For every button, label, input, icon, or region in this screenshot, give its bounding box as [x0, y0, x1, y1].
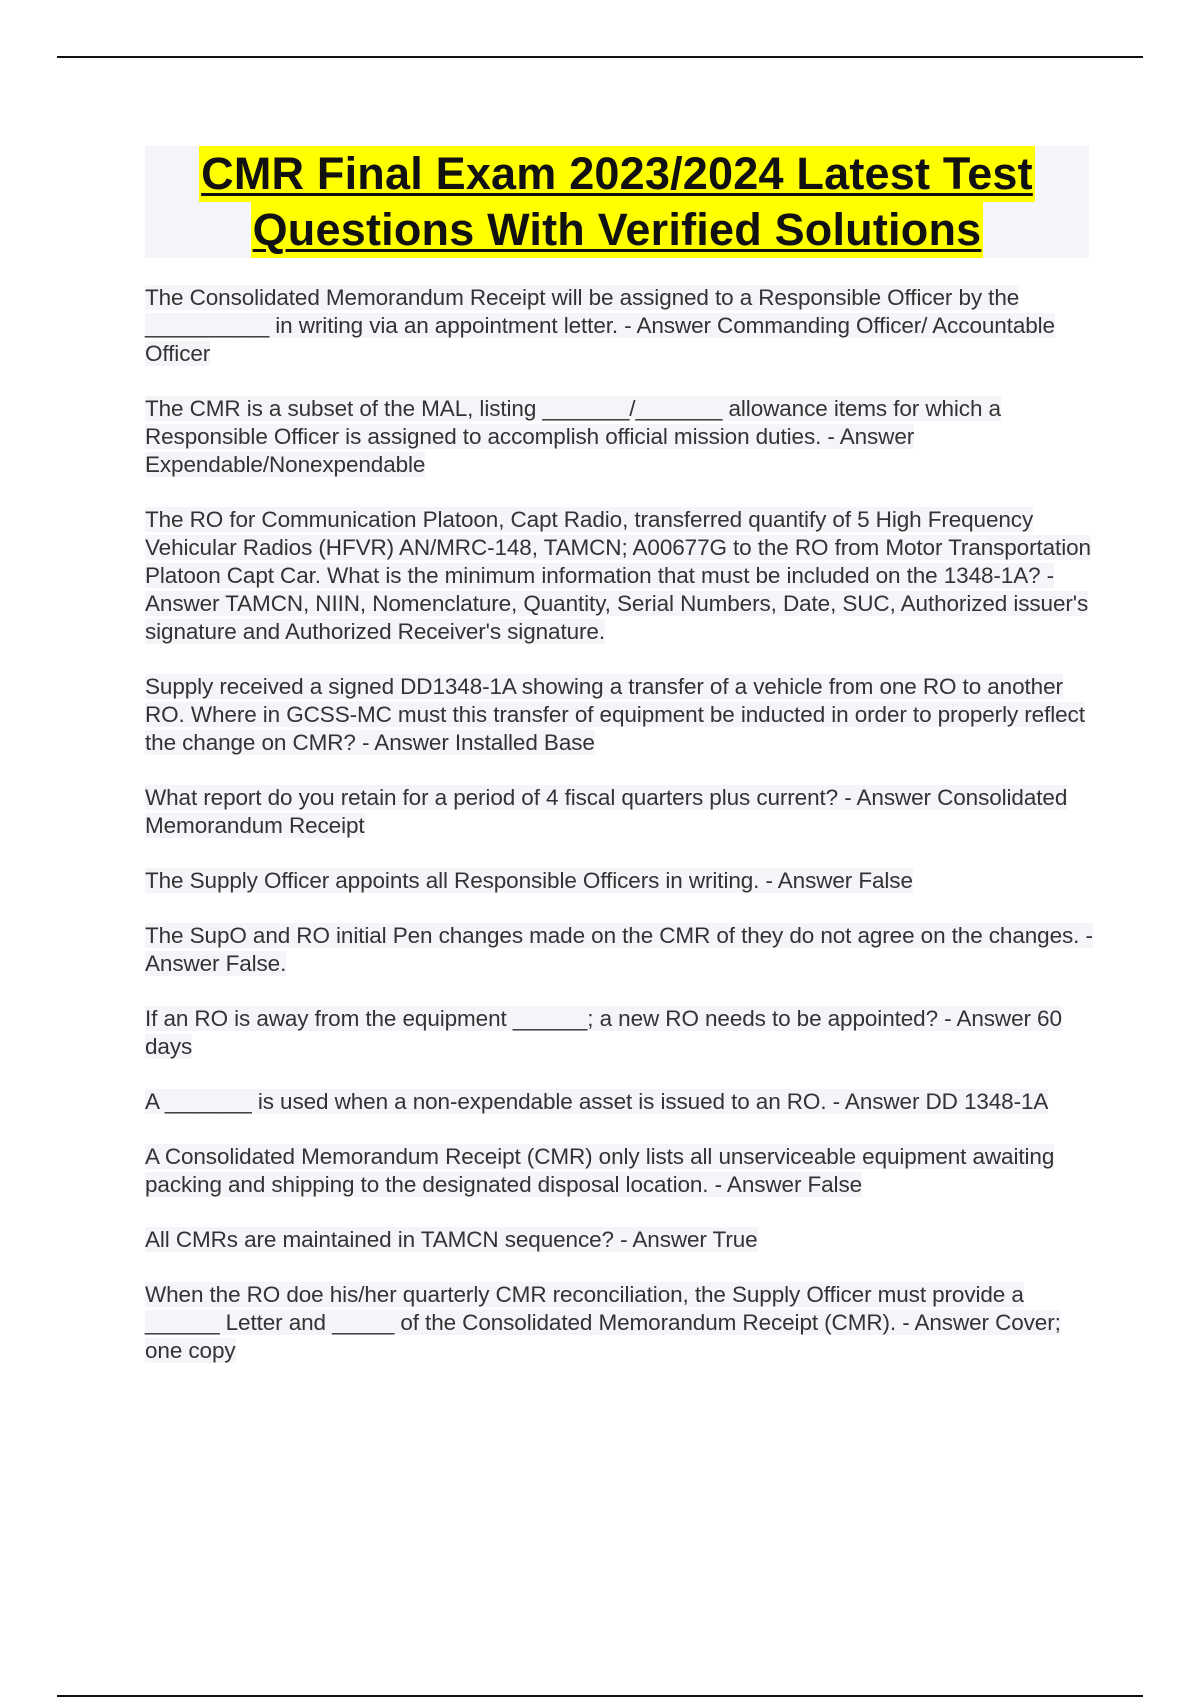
top-rule	[57, 56, 1143, 58]
qa-item: A _______ is used when a non-expendable asset is issued to an RO. - Answer DD 1348-1A	[145, 1089, 1049, 1114]
qa-item: If an RO is away from the equipment ______; a new RO needs to be appointed? - Answer 60 days	[145, 1006, 1062, 1059]
title-line-1: CMR Final Exam 2023/2024 Latest Test	[199, 146, 1035, 202]
qa-item: The SupO and RO initial Pen changes made on the CMR of they do not agree on the changes. - Answer False.	[145, 923, 1093, 976]
qa-item: When the RO doe his/her quarterly CMR reconciliation, the Supply Officer must provide a ______ Letter and _____ of the Consolidated Memorandum Receipt (CMR). - Answer Cover; one copy	[145, 1282, 1061, 1363]
qa-item: Supply received a signed DD1348-1A showing a transfer of a vehicle from one RO to another RO. Where in GCSS-MC must this transfer of equipment be inducted in order to properly reflect the change on CMR? - Answer Installed Base	[145, 674, 1085, 755]
qa-item: The Supply Officer appoints all Responsible Officers in writing. - Answer False	[145, 868, 913, 893]
qa-item: A Consolidated Memorandum Receipt (CMR) only lists all unserviceable equipment awaiting packing and shipping to the designated disposal location. - Answer False	[145, 1144, 1055, 1197]
document-title	[145, 146, 1089, 258]
question-answer-list	[145, 284, 1095, 1392]
title-line-2: Questions With Verified Solutions	[251, 202, 984, 258]
qa-item: The Consolidated Memorandum Receipt will be assigned to a Responsible Officer by the __________ in writing via an appointment letter. - Answer Commanding Officer/ Accountable Officer	[145, 285, 1055, 366]
qa-item: The CMR is a subset of the MAL, listing _______/_______ allowance items for which a Responsible Officer is assigned to accomplish official mission duties. - Answer Expendable/Nonexpendable	[145, 396, 1001, 477]
bottom-rule	[57, 1695, 1143, 1697]
qa-item: The RO for Communication Platoon, Capt Radio, transferred quantify of 5 High Frequency Vehicular Radios (HFVR) AN/MRC-148, TAMCN; A00677G to the RO from Motor Transportation Platoon Capt Car. What is the minimum information that must be included on the 1348-1A? - Answer TAMCN, NIIN, Nomenclature, Quantity, Serial Numbers, Date, SUC, Authorized issuer's signature and Authorized Receiver's signature.	[145, 507, 1091, 644]
qa-item: What report do you retain for a period of 4 fiscal quarters plus current? - Answer Consolidated Memorandum Receipt	[145, 785, 1068, 838]
qa-item: All CMRs are maintained in TAMCN sequence? - Answer True	[145, 1227, 758, 1252]
